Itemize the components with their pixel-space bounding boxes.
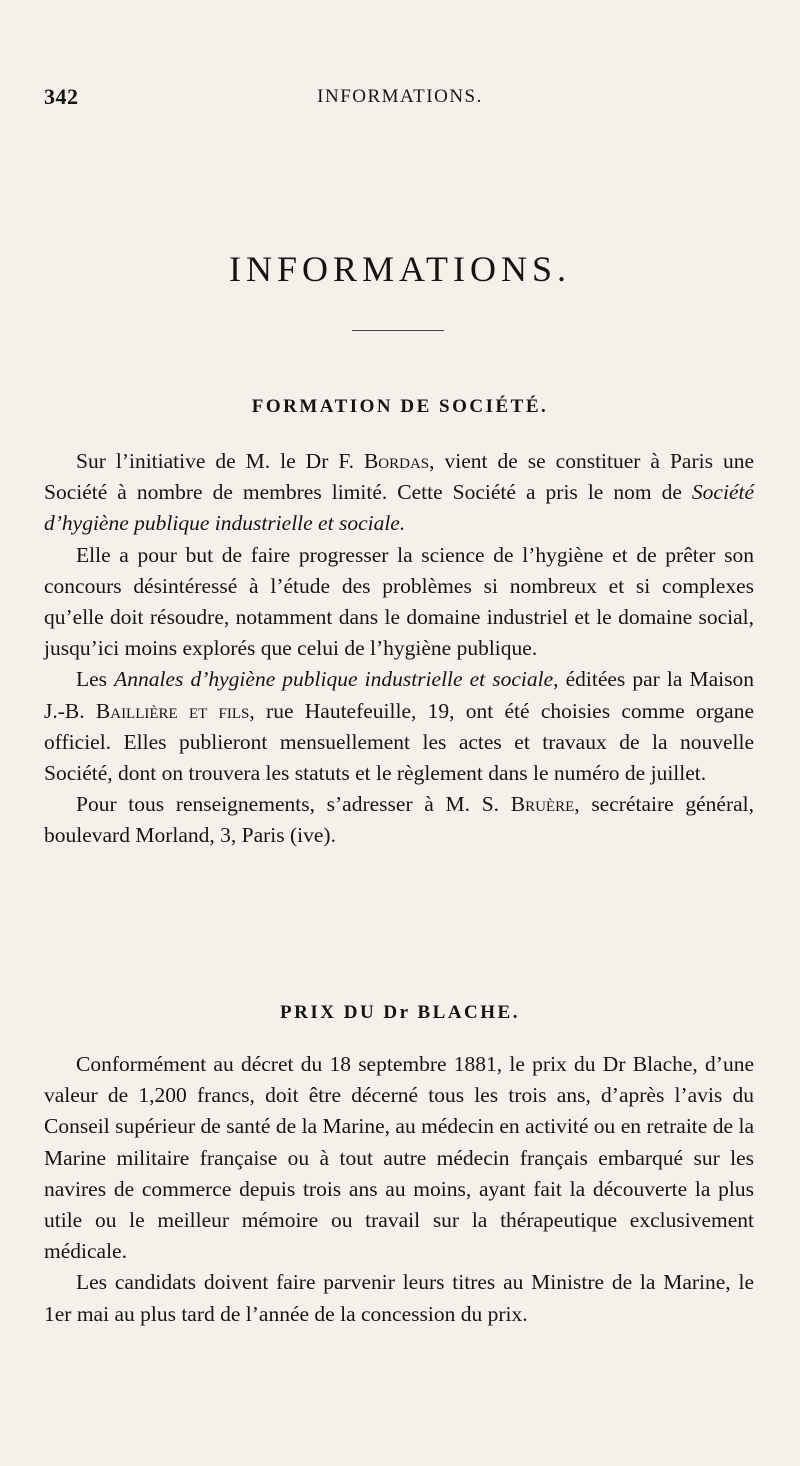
running-title: INFORMATIONS. bbox=[317, 86, 483, 107]
paragraph: Sur l’initiative de M. le Dr F. Bordas, vient de se constituer à Paris une Société à nombre de membres limité. Cette Société a pris le nom de Société d’hygiène publique industrielle et sociale. bbox=[44, 449, 754, 536]
paragraph: Conformément au décret du 18 septembre 1881, le prix du Dr Blache, d’une valeur de 1,200 francs, doit être décerné tous les trois ans, d’après l’avis du Conseil supérieur de santé de la Marine, au médecin en activité ou en retraite de la Marine militaire française ou à tout autre médecin français embarqué sur les navires de commerce depuis trois ans au moins, ayant fait la découverte la plus utile ou le meilleur mémoire ou travail sur la thérapeutique exclusivement médicale. bbox=[44, 1052, 754, 1264]
section-heading-formation: FORMATION DE SOCIÉTÉ. bbox=[251, 396, 549, 417]
society-name: Société d’hygiène publique industrielle et sociale. bbox=[44, 480, 754, 536]
journal-title: Annales d’hygiène publique industrielle et sociale bbox=[114, 667, 554, 692]
section-heading-prix: PRIX DU Dr BLACHE. bbox=[280, 1002, 520, 1023]
section-body-formation bbox=[44, 446, 754, 852]
publisher-name: Baillière et fils bbox=[95, 698, 250, 723]
paragraph: Elle a pour but de faire progresser la science de l’hygiène et de prêter son concours désintéressé à l’étude des problèmes si nombreux et si complexes qu’elle doit résoudre, notamment dans le domaine industriel et le domaine social, jusqu’ici moins explorés que celui de l’hygiène publique. bbox=[44, 542, 754, 661]
page-number: 342 bbox=[44, 84, 79, 109]
paragraph: Les candidats doivent faire parvenir leurs titres au Ministre de la Marine, le 1er mai au plus tard de l’année de la concession du prix. bbox=[44, 1270, 754, 1326]
page-title: INFORMATIONS. bbox=[228, 249, 572, 289]
paragraph: Les Annales d’hygiène publique industrielle et sociale, éditées par la Maison J.-B. Baillière et fils, rue Hautefeuille, 19, ont été choisies comme organe officiel. Elles publieront mensuellement les actes et travaux de la nouvelle Société, dont on trouvera les statuts et le règlement dans le numéro de juillet. bbox=[44, 667, 755, 786]
title-divider bbox=[352, 330, 444, 331]
section-body-prix bbox=[44, 1049, 754, 1330]
running-header bbox=[0, 84, 800, 116]
paragraph: Pour tous renseignements, s’adresser à M. S. Bruère, secrétaire général, boulevard Morland, 3, Paris (ive). bbox=[44, 792, 754, 848]
person-name: Bruère bbox=[510, 792, 575, 817]
person-name: Bordas bbox=[363, 449, 430, 473]
